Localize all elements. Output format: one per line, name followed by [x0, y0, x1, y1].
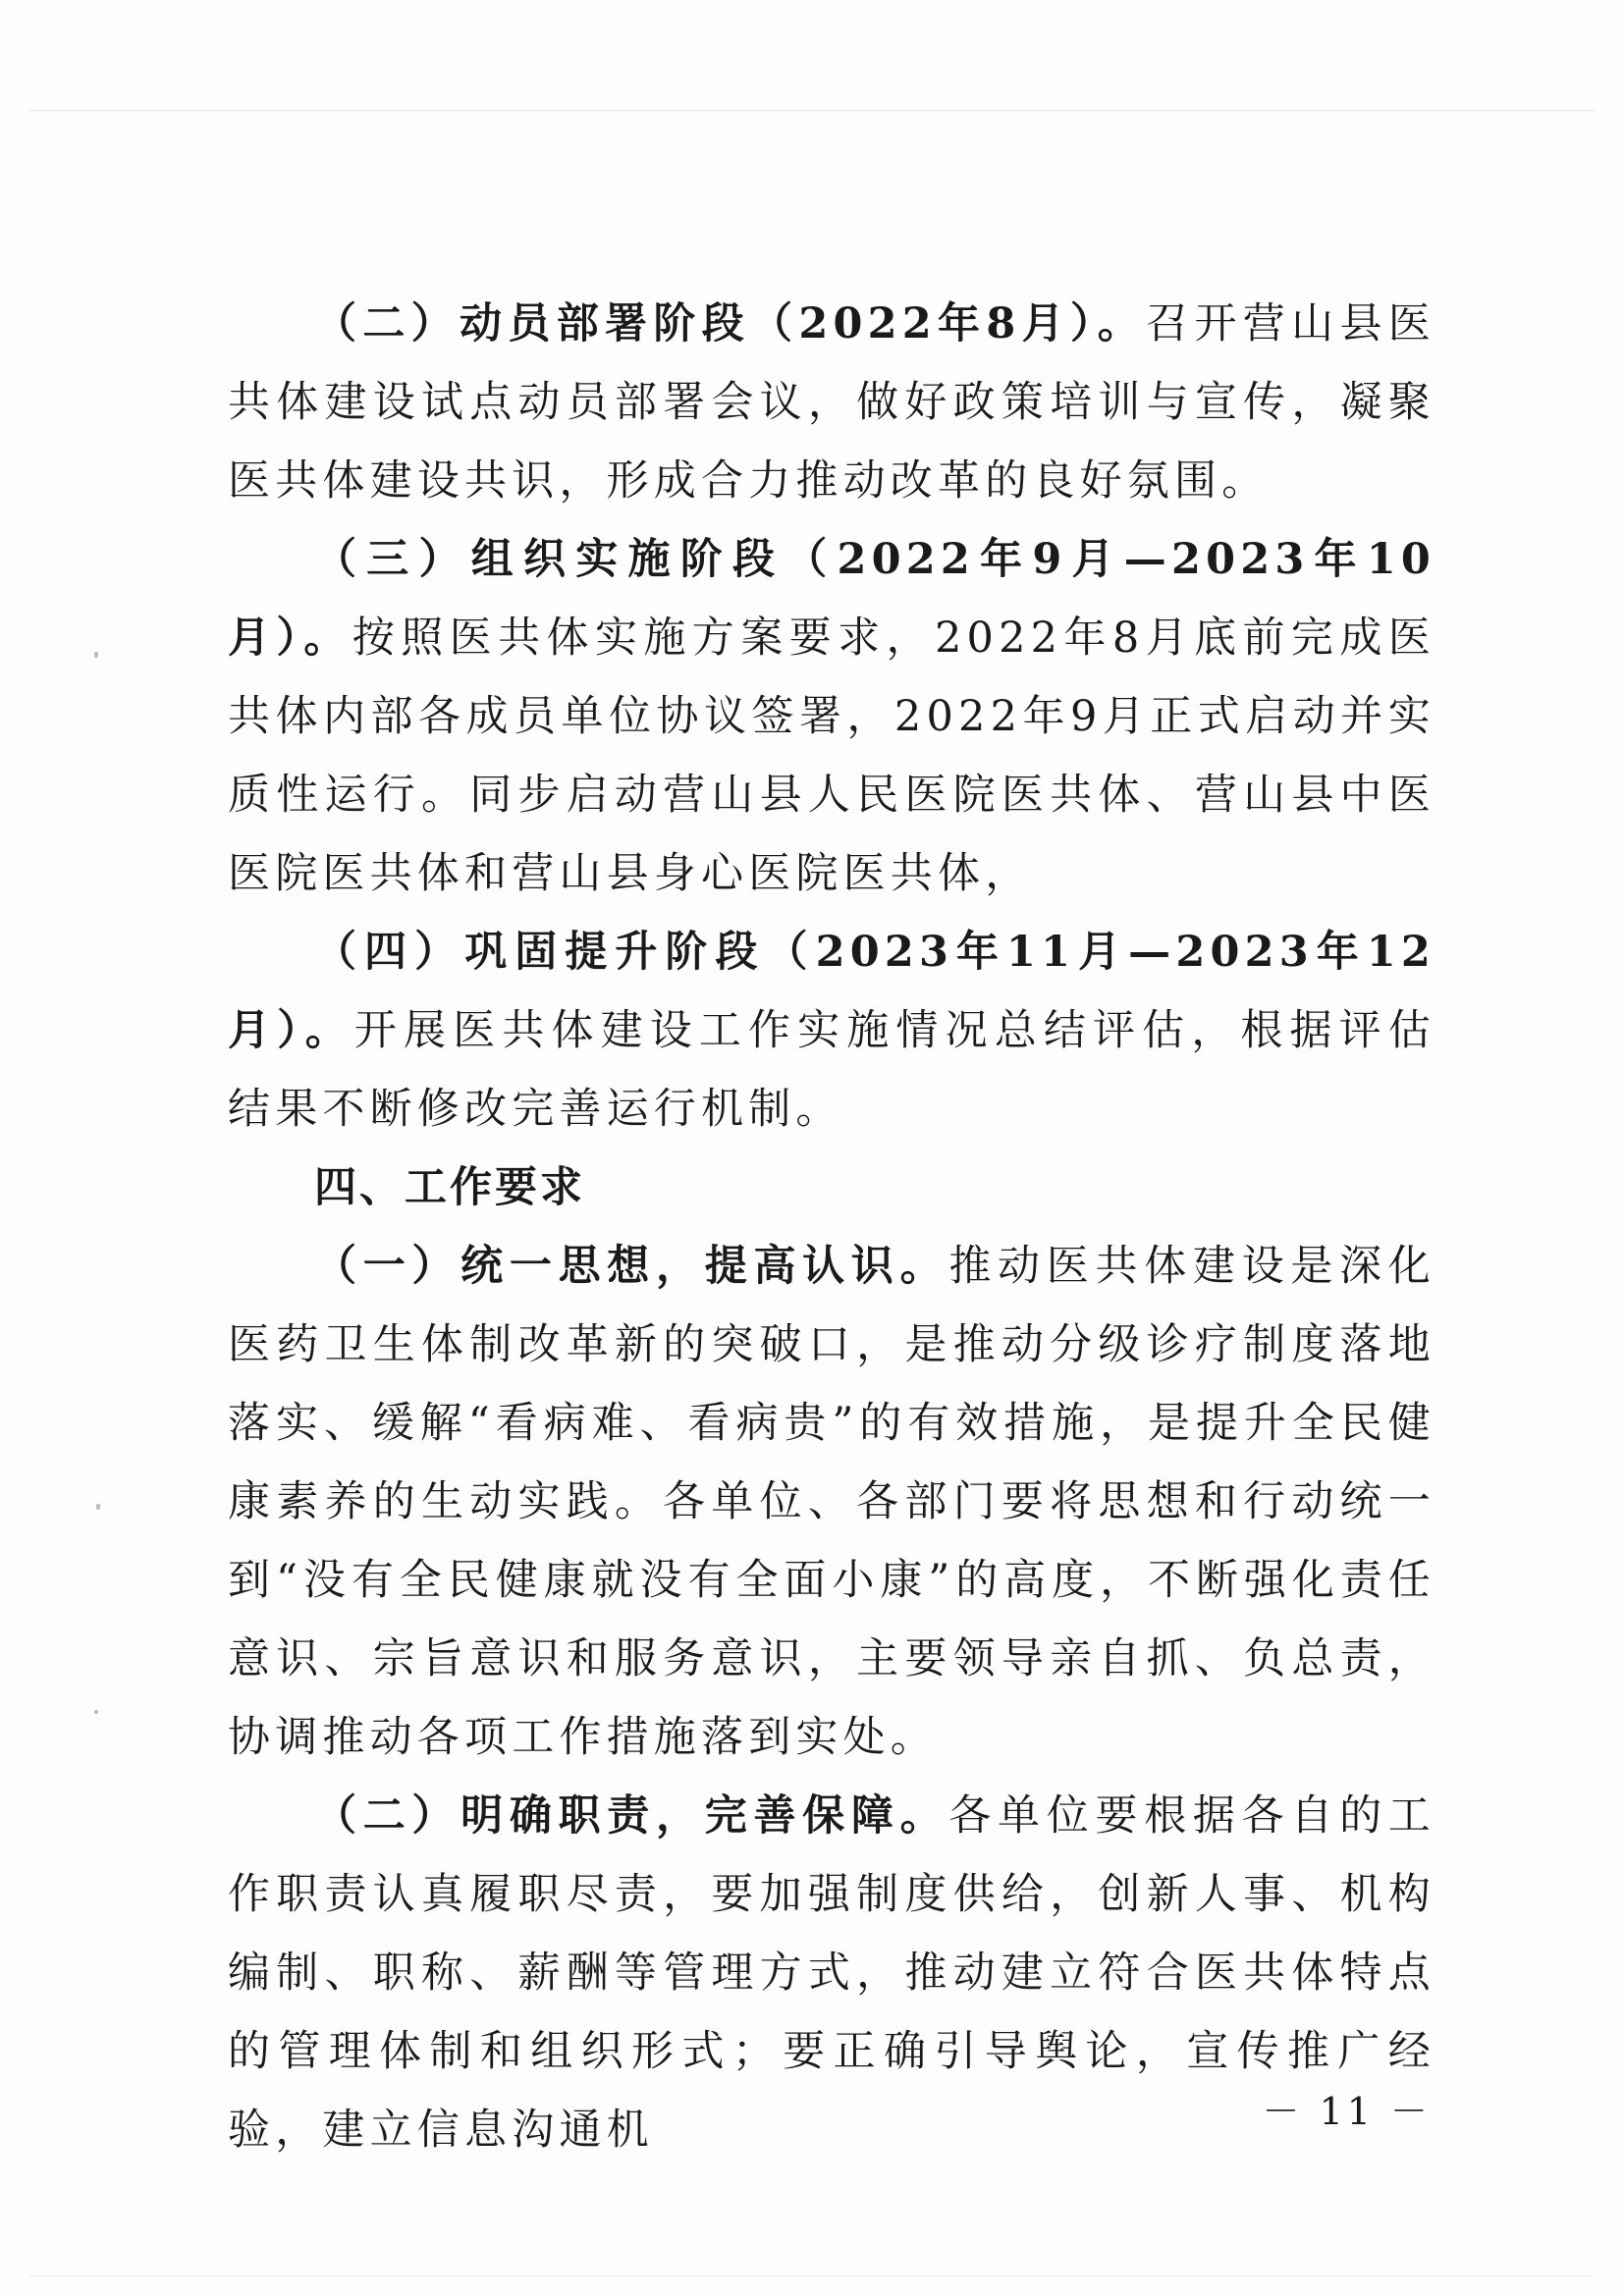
document-body	[228, 285, 1435, 2169]
paragraph-lead: （四）巩固提升阶段（2023年11月—2023年12月）。	[228, 928, 1435, 1055]
scan-edge-bottom	[29, 2275, 1595, 2276]
scan-speck	[94, 652, 98, 658]
paragraph-body: 各单位要根据各自的工作职责认真履职尽责，要加强制度供给，创新人事、机构编制、职称、薪酬等管理方式，推动建立符合医共体特点的管理体制和组织形式；要正确引导舆论，宣传推广经验，建立信息沟通机	[228, 1791, 1436, 2155]
paragraph-implementation-stage	[228, 520, 1435, 913]
paragraph-clarify-duties	[228, 1777, 1435, 2169]
paragraph-body: 推动医共体建设是深化医药卫生体制改革新的突破口，是推动分级诊疗制度落地落实、缓解“看病难、看病贵”的有效措施，是提升全民健康素养的生动实践。各单位、各部门要将思想和行动统一到“没有全民健康就没有全面小康”的高度，不断强化责任意识、宗旨意识和服务意识，主要领导亲自抓、负总责，协调推动各项工作措施落到实处。	[228, 1242, 1436, 1762]
paragraph-unify-thinking	[228, 1227, 1435, 1777]
paragraph-mobilization-stage	[228, 285, 1435, 520]
paragraph-body: 按照医共体实施方案要求，2022年8月底前完成医共体内部各成员单位协议签署，2022年9月正式启动并实质性运行。同步启动营山县人民医院医共体、营山县中医医院医共体和营山县身心医院医共体，	[228, 614, 1435, 898]
paragraph-consolidation-stage	[228, 913, 1435, 1148]
page-number: － 11 －	[1262, 2090, 1432, 2133]
paragraph-lead: （三）组织实施阶段（2022年9月—2023年10月）。	[228, 535, 1435, 663]
scan-speck	[94, 1710, 98, 1714]
scan-speck	[96, 1504, 100, 1510]
paragraph-lead: （一）统一思想，提高认识。	[314, 1242, 949, 1291]
paragraph-lead: （二）明确职责，完善保障。	[314, 1791, 949, 1841]
paragraph-body: 召开营山县医共体建设试点动员部署会议，做好政策培训与宣传，凝聚医共体建设共识，形成合力推动改革的良好氛围。	[228, 299, 1435, 506]
scan-edge-top	[29, 110, 1595, 111]
paragraph-lead: （二）动员部署阶段（2022年8月）。	[314, 299, 1147, 348]
paragraph-body: 开展医共体建设工作实施情况总结评估，根据评估结果不断修改完善运行机制。	[228, 1006, 1435, 1134]
section-heading-work-requirements: 四、工作要求	[314, 1163, 585, 1212]
